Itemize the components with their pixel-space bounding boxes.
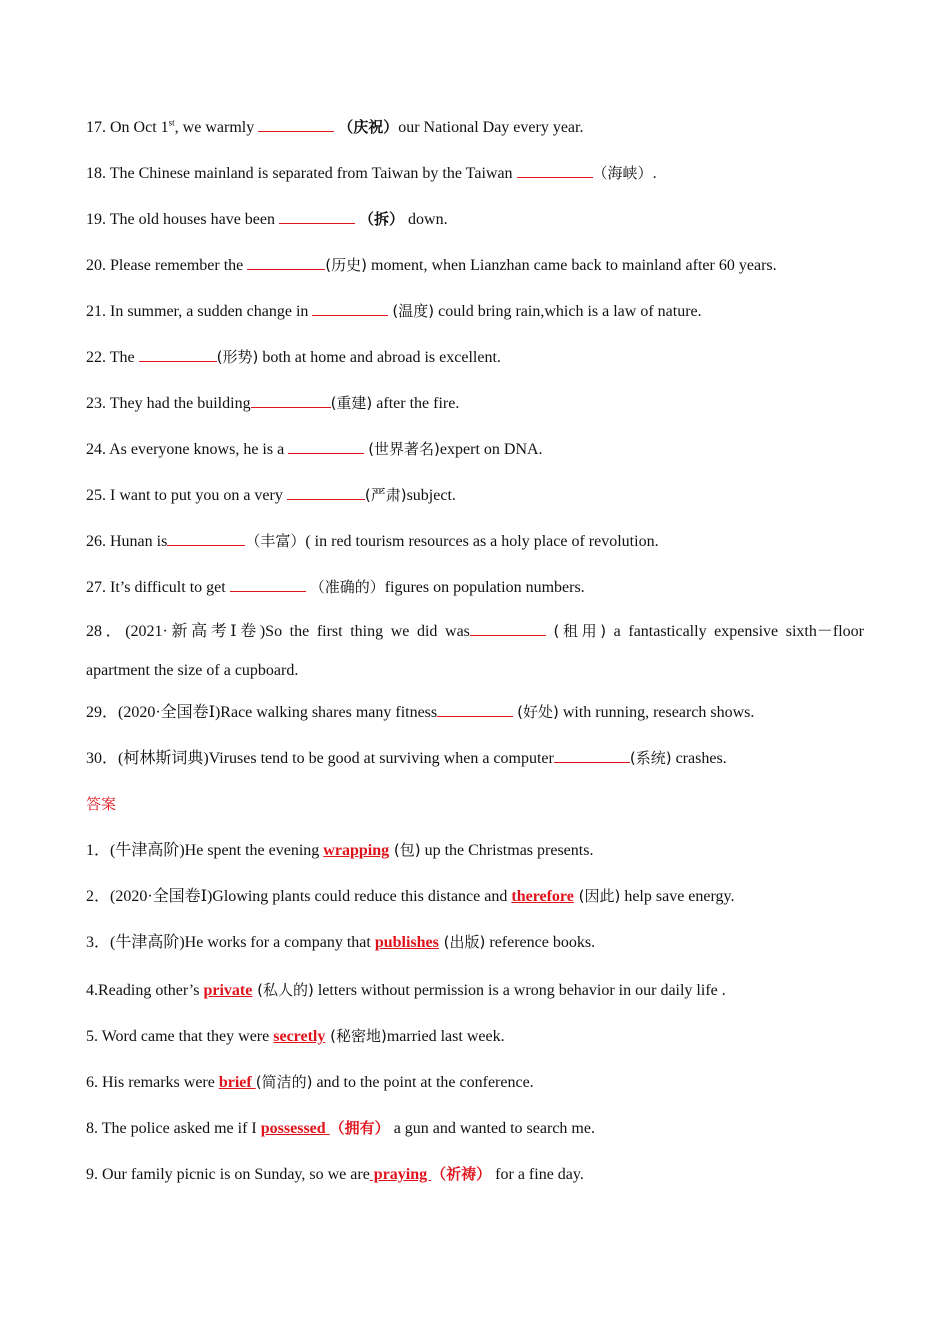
question-25: 25. I want to put you on a very (严肃)subject.	[86, 486, 456, 504]
answer-8: 8. The police asked me if I possessed （拥有） a gun and wanted to search me.	[86, 1119, 595, 1137]
question-24: 24. As everyone knows, he is a (世界著名)expert on DNA.	[86, 440, 543, 458]
answer-word: secretly	[273, 1028, 326, 1045]
question-28-continued: apartment the size of a cupboard.	[86, 662, 299, 679]
question-20: 20. Please remember the (历史) moment, when Lianzhan came back to mainland after 60 years.	[86, 256, 777, 274]
answer-blank[interactable]	[517, 163, 593, 178]
answer-word: publishes	[374, 934, 439, 951]
answer-blank[interactable]	[258, 117, 334, 132]
question-17: 17. On Oct 1st, we warmly （庆祝）our National Day every year.	[86, 117, 584, 136]
answer-blank[interactable]	[554, 748, 630, 763]
answer-blank[interactable]	[230, 577, 306, 592]
question-30: 30．(柯林斯词典)Viruses tend to be good at surviving when a computer (系统) crashes.	[86, 749, 727, 767]
answer-blank[interactable]	[247, 255, 325, 270]
answer-word: brief	[218, 1074, 256, 1091]
answer-heading: 答案	[86, 795, 117, 813]
answer-9: 9. Our family picnic is on Sunday, so we are praying （祈祷） for a fine day.	[86, 1165, 584, 1183]
question-27: 27. It’s difficult to get （准确的）figures on population numbers.	[86, 578, 585, 596]
question-18: 18. The Chinese mainland is separated from Taiwan by the Taiwan （海峡）.	[86, 164, 657, 182]
answer-5: 5. Word came that they were secretly (秘密地)married last week.	[86, 1027, 505, 1045]
answer-blank[interactable]	[437, 702, 513, 717]
answer-blank[interactable]	[287, 485, 365, 500]
answer-blank[interactable]	[279, 209, 355, 224]
answer-blank[interactable]	[470, 621, 546, 636]
question-19: 19. The old houses have been （拆） down.	[86, 210, 448, 228]
answer-4: 4.Reading other’s private (私人的) letters without permission is a wrong behavior in our daily life .	[86, 981, 726, 999]
answer-word: therefore	[511, 888, 574, 905]
answer-blank[interactable]	[251, 393, 331, 408]
answer-3: 3．(牛津高阶)He works for a company that publishes (出版) reference books.	[86, 933, 596, 951]
answer-2: 2．(2020·全国卷Ⅰ)Glowing plants could reduce this distance and therefore (因此) help save energy.	[86, 887, 735, 905]
answer-word: wrapping	[323, 842, 390, 859]
answer-1: 1．(牛津高阶)He spent the evening wrapping (包) up the Christmas presents.	[86, 841, 594, 859]
answer-word: praying	[369, 1166, 432, 1183]
question-22: 22. The (形势) both at home and abroad is excellent.	[86, 348, 501, 366]
answer-word: private	[203, 982, 253, 999]
answer-blank[interactable]	[167, 531, 245, 546]
question-26: 26. Hunan is （丰富）( in red tourism resources as a holy place of revolution.	[86, 532, 659, 550]
answer-blank[interactable]	[288, 439, 364, 454]
answer-6: 6. His remarks were brief (简洁的) and to the point at the conference.	[86, 1073, 534, 1091]
question-23: 23. They had the building (重建) after the fire.	[86, 394, 460, 412]
answer-blank[interactable]	[312, 301, 388, 316]
answer-blank[interactable]	[139, 347, 217, 362]
question-28: 28．(2021·新高考Ⅰ卷)So the first thing we did was (租用) a fantastically expensive sixth－floor	[86, 622, 864, 640]
question-21: 21. In summer, a sudden change in (温度) could bring rain,which is a law of nature.	[86, 302, 702, 320]
question-29: 29．(2020·全国卷Ⅰ)Race walking shares many fitness (好处) with running, research shows.	[86, 703, 755, 721]
answer-word: possessed	[260, 1120, 330, 1137]
